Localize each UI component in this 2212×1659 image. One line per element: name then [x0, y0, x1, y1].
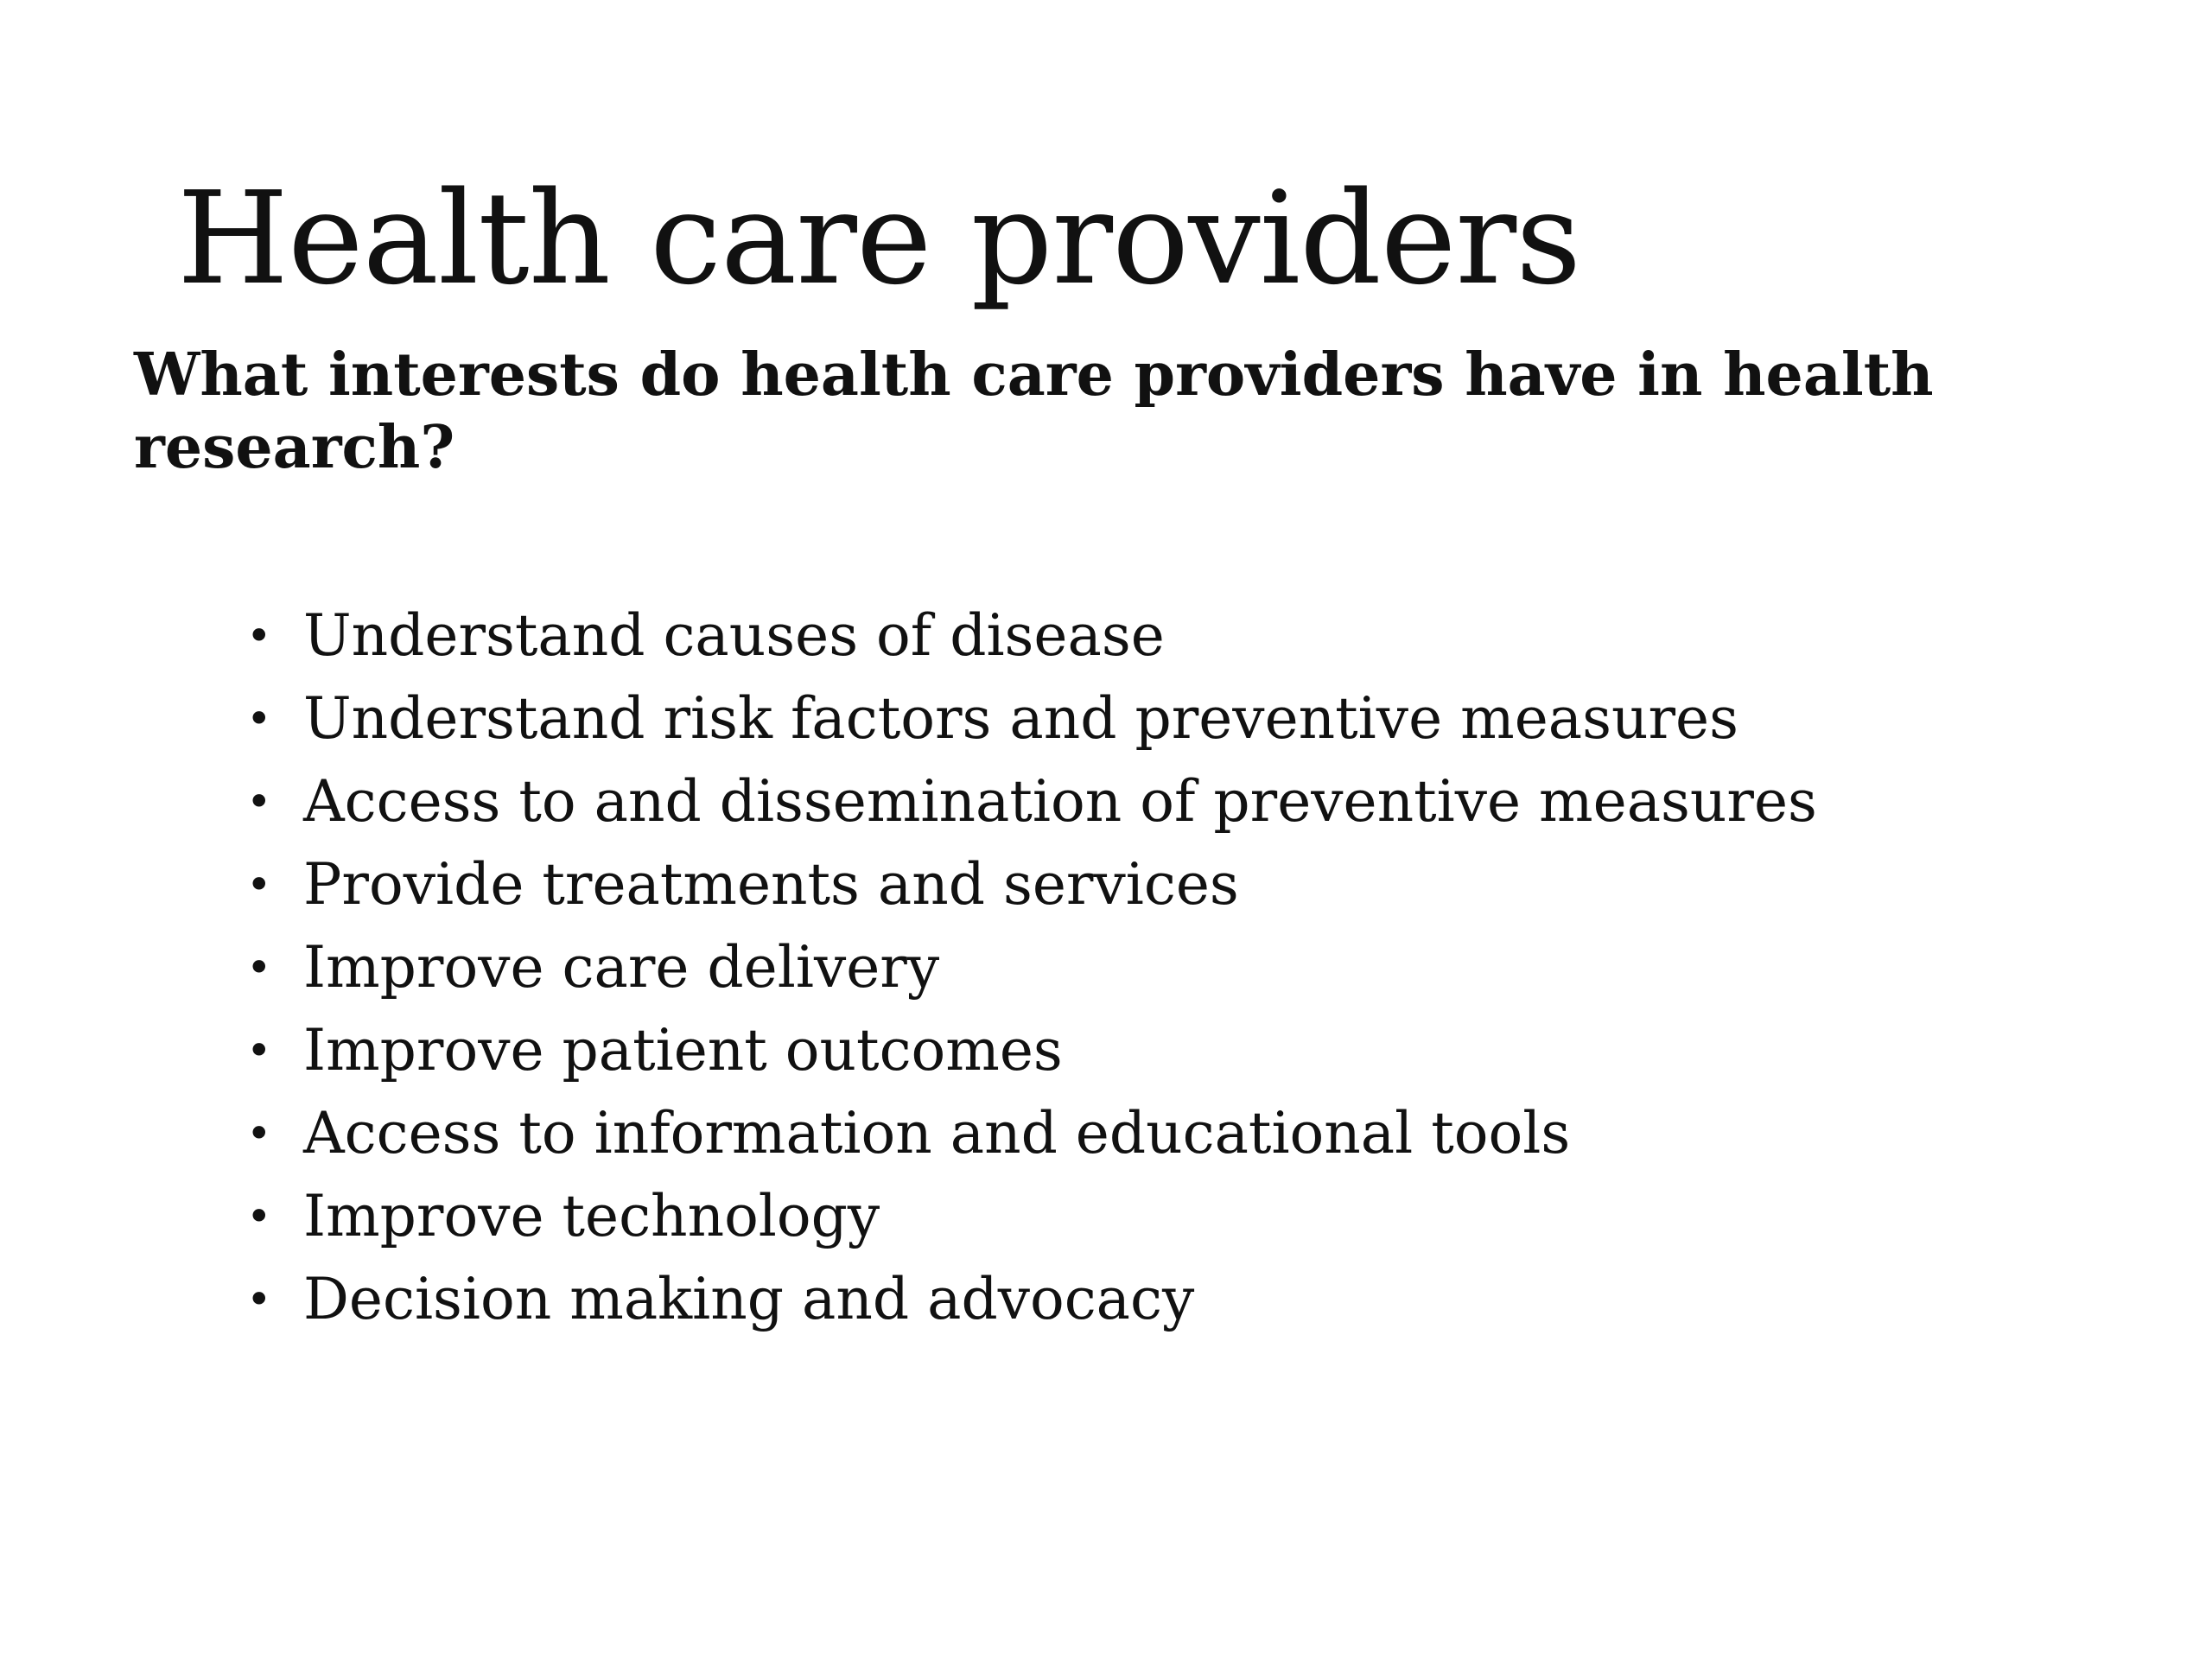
bullet-text: Improve patient outcomes [303, 1017, 1063, 1084]
bullet-item [246, 1009, 1817, 1092]
bullet-icon: • [246, 1026, 272, 1076]
bullet-item [246, 1092, 1817, 1175]
bullet-icon: • [246, 860, 272, 910]
bullet-item [246, 926, 1817, 1009]
bullet-icon: • [246, 777, 272, 827]
bullet-text: Improve care delivery [303, 934, 940, 1001]
bullet-icon: • [246, 694, 272, 744]
bullet-icon: • [246, 1274, 272, 1325]
bullet-list [246, 594, 1817, 1341]
slide-title: Health care providers [177, 164, 1581, 313]
bullet-text: Access to and dissemination of preventive measures [303, 768, 1817, 835]
slide-subtitle: What interests do health care providers have in health research? [134, 340, 1934, 482]
bullet-item [246, 677, 1817, 760]
bullet-item [246, 1175, 1817, 1258]
bullet-text: Understand causes of disease [303, 602, 1165, 669]
bullet-item [246, 1258, 1817, 1341]
bullet-text: Understand risk factors and preventive measures [303, 685, 1738, 752]
bullet-text: Access to information and educational tools [303, 1100, 1571, 1166]
bullet-icon: • [246, 1109, 272, 1159]
bullet-icon: • [246, 611, 272, 661]
bullet-item [246, 594, 1817, 677]
bullet-icon: • [246, 1192, 272, 1242]
bullet-text: Improve technology [303, 1183, 880, 1249]
bullet-item [246, 843, 1817, 926]
bullet-icon: • [246, 943, 272, 993]
bullet-item [246, 760, 1817, 843]
bullet-text: Provide treatments and services [303, 851, 1239, 918]
bullet-text: Decision making and advocacy [303, 1266, 1195, 1332]
